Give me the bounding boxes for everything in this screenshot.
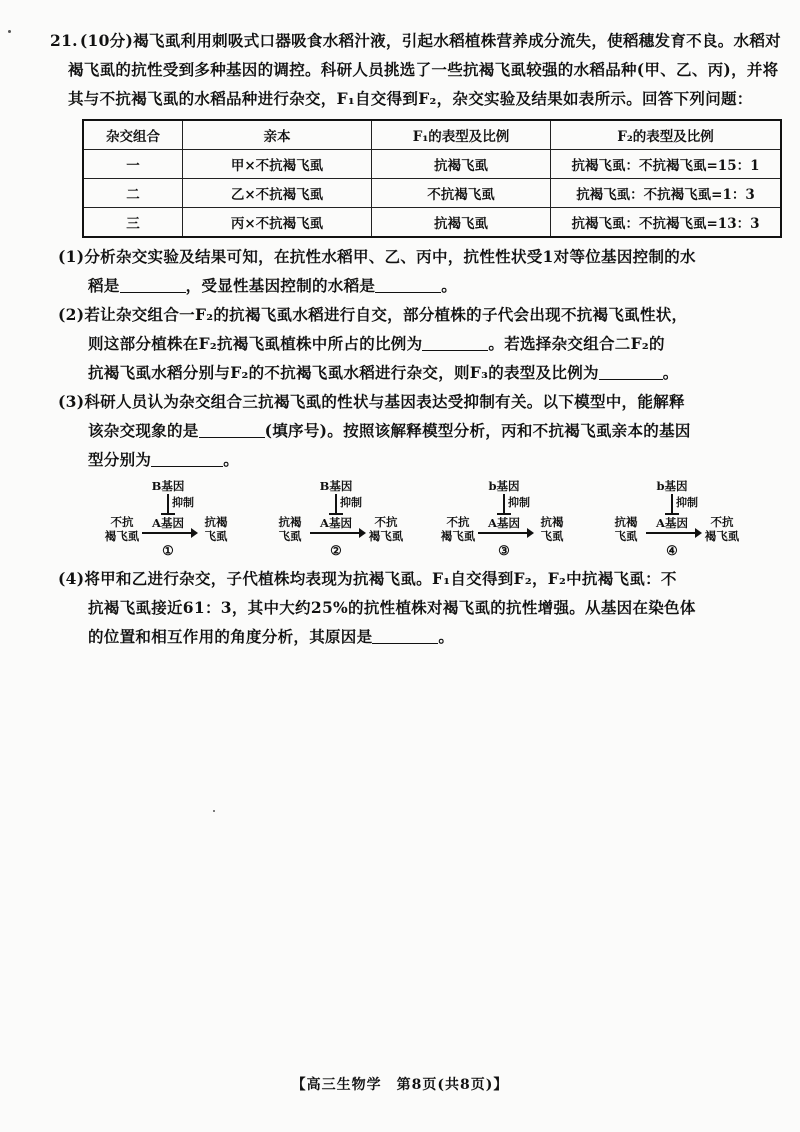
answer-blank[interactable] xyxy=(151,450,223,467)
model-left-label xyxy=(608,515,644,543)
answer-blank[interactable] xyxy=(120,276,186,293)
subquestion-3 xyxy=(58,387,788,416)
subquestion-3-cont xyxy=(58,416,788,445)
answer-blank[interactable] xyxy=(422,334,488,351)
sub4-line1: (4)将甲和乙进行杂交，子代植株均表现为抗褐飞虱。F₁自交得到F₂，F₂中抗褐飞虱：不 xyxy=(58,569,677,588)
inhibit-label: 抑制 xyxy=(508,496,530,509)
label-line: 褐飞虱 xyxy=(368,529,404,543)
model-number: ③ xyxy=(498,544,510,559)
label-line: 褐飞虱 xyxy=(704,529,740,543)
answer-blank[interactable] xyxy=(599,363,663,380)
label-line: 飞虱 xyxy=(540,529,564,543)
inhibit-line xyxy=(671,494,673,514)
sub3-text: 。 xyxy=(223,450,240,469)
subquestion-2 xyxy=(58,300,788,329)
model-number: ④ xyxy=(666,544,678,559)
table-row xyxy=(83,150,781,179)
label-line: 飞虱 xyxy=(614,529,638,543)
model-right-label xyxy=(534,515,570,543)
cell: 抗褐飞虱：不抗褐飞虱=15：1 xyxy=(551,150,782,179)
model-a-gene: A基因 xyxy=(152,516,184,530)
sub2-text: 。若选择杂交组合二F₂的 xyxy=(488,334,665,353)
answer-blank[interactable] xyxy=(199,421,265,438)
label-line: 不抗 xyxy=(446,515,470,529)
model-right-label xyxy=(198,515,234,543)
model-4 xyxy=(606,478,756,564)
sub2-text: 则这部分植株在F₂抗褐飞虱植株中所占的比例为 xyxy=(88,334,423,353)
label-line: 褐飞虱 xyxy=(440,529,476,543)
subquestion-4 xyxy=(58,564,788,593)
model-2 xyxy=(270,478,420,564)
model-a-gene: A基因 xyxy=(656,516,688,530)
label-line: 抗褐 xyxy=(540,515,564,529)
scan-speck xyxy=(8,30,11,33)
sub1-text: 。 xyxy=(441,276,458,295)
arrow-icon xyxy=(478,532,528,534)
cell: 三 xyxy=(83,208,183,238)
table-row xyxy=(83,179,781,208)
table-header-row xyxy=(83,120,781,150)
sub2-line1: (2)若让杂交组合一F₂的抗褐飞虱水稻进行自交，部分植株的子代会出现不抗褐飞虱性状， xyxy=(58,305,688,324)
subquestion-1-cont xyxy=(58,271,788,300)
label-line: 抗褐 xyxy=(204,515,228,529)
label-line: 抗褐 xyxy=(614,515,638,529)
subquestion-4-cont2 xyxy=(58,622,788,651)
cell: 丙×不抗褐飞虱 xyxy=(183,208,372,238)
cell: 甲×不抗褐飞虱 xyxy=(183,150,372,179)
inhibit-line xyxy=(335,494,337,514)
model-left-label xyxy=(272,515,308,543)
gene-models xyxy=(58,478,788,564)
model-a-gene: A基因 xyxy=(488,516,520,530)
sub2-text: 抗褐飞虱水稻分别与F₂的不抗褐飞虱水稻进行杂交，则F₃的表型及比例为 xyxy=(88,363,599,382)
sub3-text: (填序号)。按照该解释模型分析，丙和不抗褐飞虱亲本的基因 xyxy=(264,421,691,440)
cell: 抗褐飞虱 xyxy=(372,150,551,179)
cell: 二 xyxy=(83,179,183,208)
question-number: 21. xyxy=(50,31,78,50)
model-number: ② xyxy=(330,544,342,559)
arrow-icon xyxy=(646,532,696,534)
sub1-text: 稻是 xyxy=(88,276,120,295)
sub4-text: 。 xyxy=(438,627,455,646)
inhibit-line xyxy=(167,494,169,514)
inhibit-label: 抑制 xyxy=(340,496,362,509)
model-right-label xyxy=(366,515,406,543)
model-top-gene: B基因 xyxy=(319,479,353,493)
model-left-label xyxy=(440,515,476,543)
page-footer: 【高三生物学 第8页(共8页)】 xyxy=(291,1077,509,1093)
arrow-icon xyxy=(142,532,192,534)
question-stem xyxy=(50,26,788,113)
sub2-text: 。 xyxy=(662,363,679,382)
model-3 xyxy=(438,478,588,564)
sub4-text: 的位置和相互作用的角度分析，其原因是 xyxy=(88,627,373,646)
inhibit-line xyxy=(503,494,505,514)
sub3-line1: (3)科研人员认为杂交组合三抗褐飞虱的性状与基因表达受抑制有关。以下模型中，能解释 xyxy=(58,392,685,411)
question-21 xyxy=(50,26,788,651)
inhibit-label: 抑制 xyxy=(676,496,698,509)
label-line: 不抗 xyxy=(710,515,734,529)
model-top-gene: b基因 xyxy=(656,479,688,493)
subquestion-2-cont2 xyxy=(58,358,788,387)
sub3-text: 型分别为 xyxy=(88,450,152,469)
model-top-gene: b基因 xyxy=(488,479,520,493)
label-line: 不抗 xyxy=(110,515,134,529)
cell: 乙×不抗褐飞虱 xyxy=(183,179,372,208)
sub1-text: ，受显性基因控制的水稻是 xyxy=(185,276,376,295)
header-parents: 亲本 xyxy=(183,120,372,150)
label-line: 飞虱 xyxy=(278,529,302,543)
cell: 不抗褐飞虱 xyxy=(372,179,551,208)
header-f1: F₁的表型及比例 xyxy=(372,120,551,150)
stem-text: (10分)褐飞虱利用刺吸式口器吸食水稻汁液，引起水稻植株营养成分流失，使稻穗发育不良。水稻对褐飞虱的抗性受到多种基因的调控。科研人员挑选了一些抗褐飞虱较强的水稻品种(甲、乙、丙)，并将其与不抗褐飞虱的水稻品种进行杂交，F₁自交得到F₂，杂交实验及结果如表所示。回答下列问题： xyxy=(68,31,781,108)
model-right-label xyxy=(702,515,742,543)
label-line: 褐飞虱 xyxy=(104,529,140,543)
cell: 抗褐飞虱 xyxy=(372,208,551,238)
cell: 一 xyxy=(83,150,183,179)
subquestion-1 xyxy=(58,242,788,271)
subquestion-2-cont xyxy=(58,329,788,358)
sub1-line1: (1)分析杂交实验及结果可知，在抗性水稻甲、乙、丙中，抗性性状受1对等位基因控制的水 xyxy=(58,247,696,266)
scan-speck xyxy=(213,810,215,812)
header-f2: F₂的表型及比例 xyxy=(551,120,782,150)
header-cross: 杂交组合 xyxy=(83,120,183,150)
sub4-text: 抗褐飞虱接近61：3，其中大约25%的抗性植株对褐飞虱的抗性增强。从基因在染色体 xyxy=(88,598,696,617)
model-left-label xyxy=(104,515,140,543)
inhibit-label: 抑制 xyxy=(172,496,194,509)
label-line: 不抗 xyxy=(374,515,398,529)
cell: 抗褐飞虱：不抗褐飞虱=13：3 xyxy=(551,208,782,238)
model-1 xyxy=(102,478,252,564)
label-line: 抗褐 xyxy=(278,515,302,529)
cell: 抗褐飞虱：不抗褐飞虱=1：3 xyxy=(551,179,782,208)
label-line: 飞虱 xyxy=(204,529,228,543)
answer-blank[interactable] xyxy=(372,627,438,644)
subquestion-3-cont2 xyxy=(58,445,788,474)
cross-result-table xyxy=(82,119,782,238)
table-row xyxy=(83,208,781,238)
sub3-text: 该杂交现象的是 xyxy=(88,421,199,440)
answer-blank[interactable] xyxy=(375,276,441,293)
model-number: ① xyxy=(162,544,174,559)
model-top-gene: B基因 xyxy=(151,479,185,493)
model-a-gene: A基因 xyxy=(320,516,352,530)
arrow-icon xyxy=(310,532,360,534)
subquestion-4-cont xyxy=(58,593,788,622)
